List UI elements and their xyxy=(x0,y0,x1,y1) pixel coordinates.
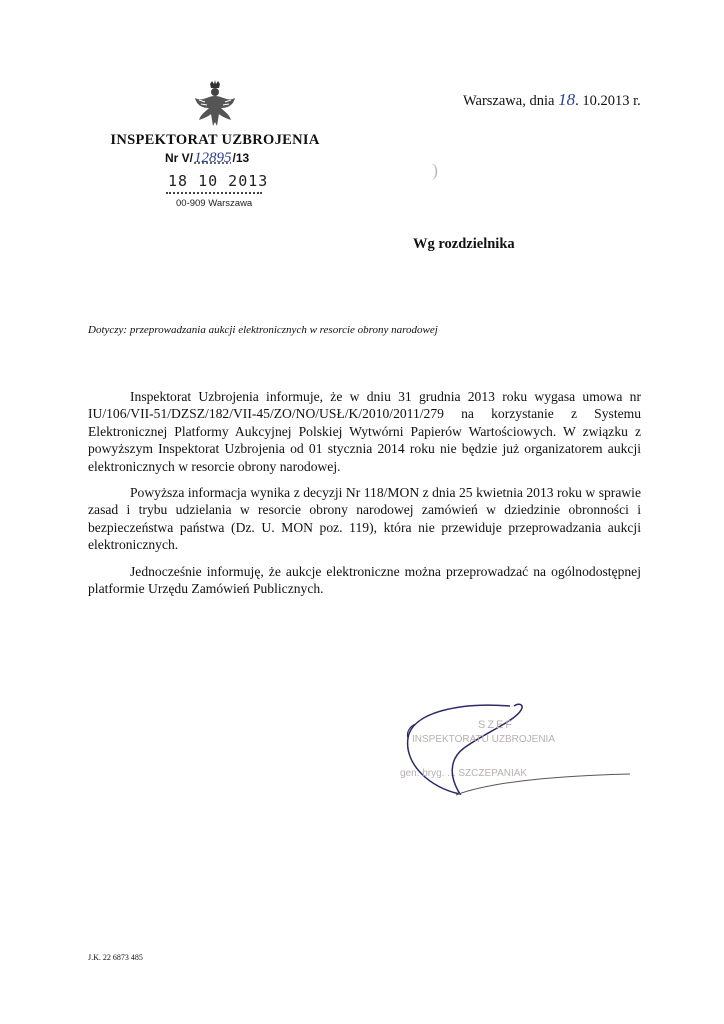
reference-handwritten-number: 12895 xyxy=(194,150,232,166)
polish-eagle-emblem-icon xyxy=(193,80,237,130)
date-handwritten-day: 18 xyxy=(558,90,576,109)
postal-address: 00-909 Warszawa xyxy=(176,198,253,209)
reference-number xyxy=(165,150,249,167)
stamp-line-institution: INSPEKTORATU UZBROJENIA xyxy=(412,734,555,745)
faint-mark: ) xyxy=(432,160,438,180)
recipient: Wg rozdzielnika xyxy=(413,236,515,252)
footer-reference: J.K. 22 6873 485 xyxy=(88,953,143,962)
letter-date xyxy=(463,90,641,110)
handwritten-signature xyxy=(390,698,640,808)
letter-body xyxy=(88,388,641,606)
date-rest: . 10.2013 r. xyxy=(575,93,641,109)
stamp-date: 18 10 2013 xyxy=(168,172,269,190)
reference-prefix: Nr V/ xyxy=(165,151,194,165)
body-paragraph-3: Jednocześnie informuję, że aukcje elektroniczne można przeprowadzać na ogólnodostępnej platformie Urzędu Zamówień Publicznych. xyxy=(88,563,641,597)
stamp-line-name: gen. bryg. ... SZCZEPANIAK xyxy=(400,768,528,779)
stamp-line-chief: SZEF xyxy=(478,719,515,731)
body-paragraph-1: Inspektorat Uzbrojenia informuje, że w dniu 31 grudnia 2013 roku wygasa umowa nr IU/106/VII-51/DZSZ/182/VII-45/ZO/NO/USŁ/K/2010/2011/279 na korzystanie z Systemu Elektronicznej Platformy Aukcyjnej Polskiej Wytwórni Papierów Wartościowych. W związku z powyższym Inspektorat Uzbrojenia od 01 stycznia 2014 roku nie będzie już organizatorem aukcji elektronicznych w resorcie obrony narodowej. xyxy=(88,389,641,474)
date-prefix: Warszawa, dnia xyxy=(463,93,559,109)
body-paragraph-2: Powyższa informacja wynika z decyzji Nr 118/MON z dnia 25 kwietnia 2013 roku w sprawie zasad i trybu udzielania w resorcie obrony narodowej zamówień w dziedzinie obronności i bezpieczeństwa państwa (Dz. U. MON poz. 119), która nie przewiduje przeprowadzania aukcji elektronicznych. xyxy=(88,485,641,553)
dotted-divider xyxy=(166,192,262,194)
institution-name: INSPEKTORAT UZBROJENIA xyxy=(110,132,320,148)
reference-suffix: /13 xyxy=(232,151,250,165)
subject-line: Dotyczy: przeprowadzania aukcji elektronicznych w resorcie obrony narodowej xyxy=(88,324,438,336)
